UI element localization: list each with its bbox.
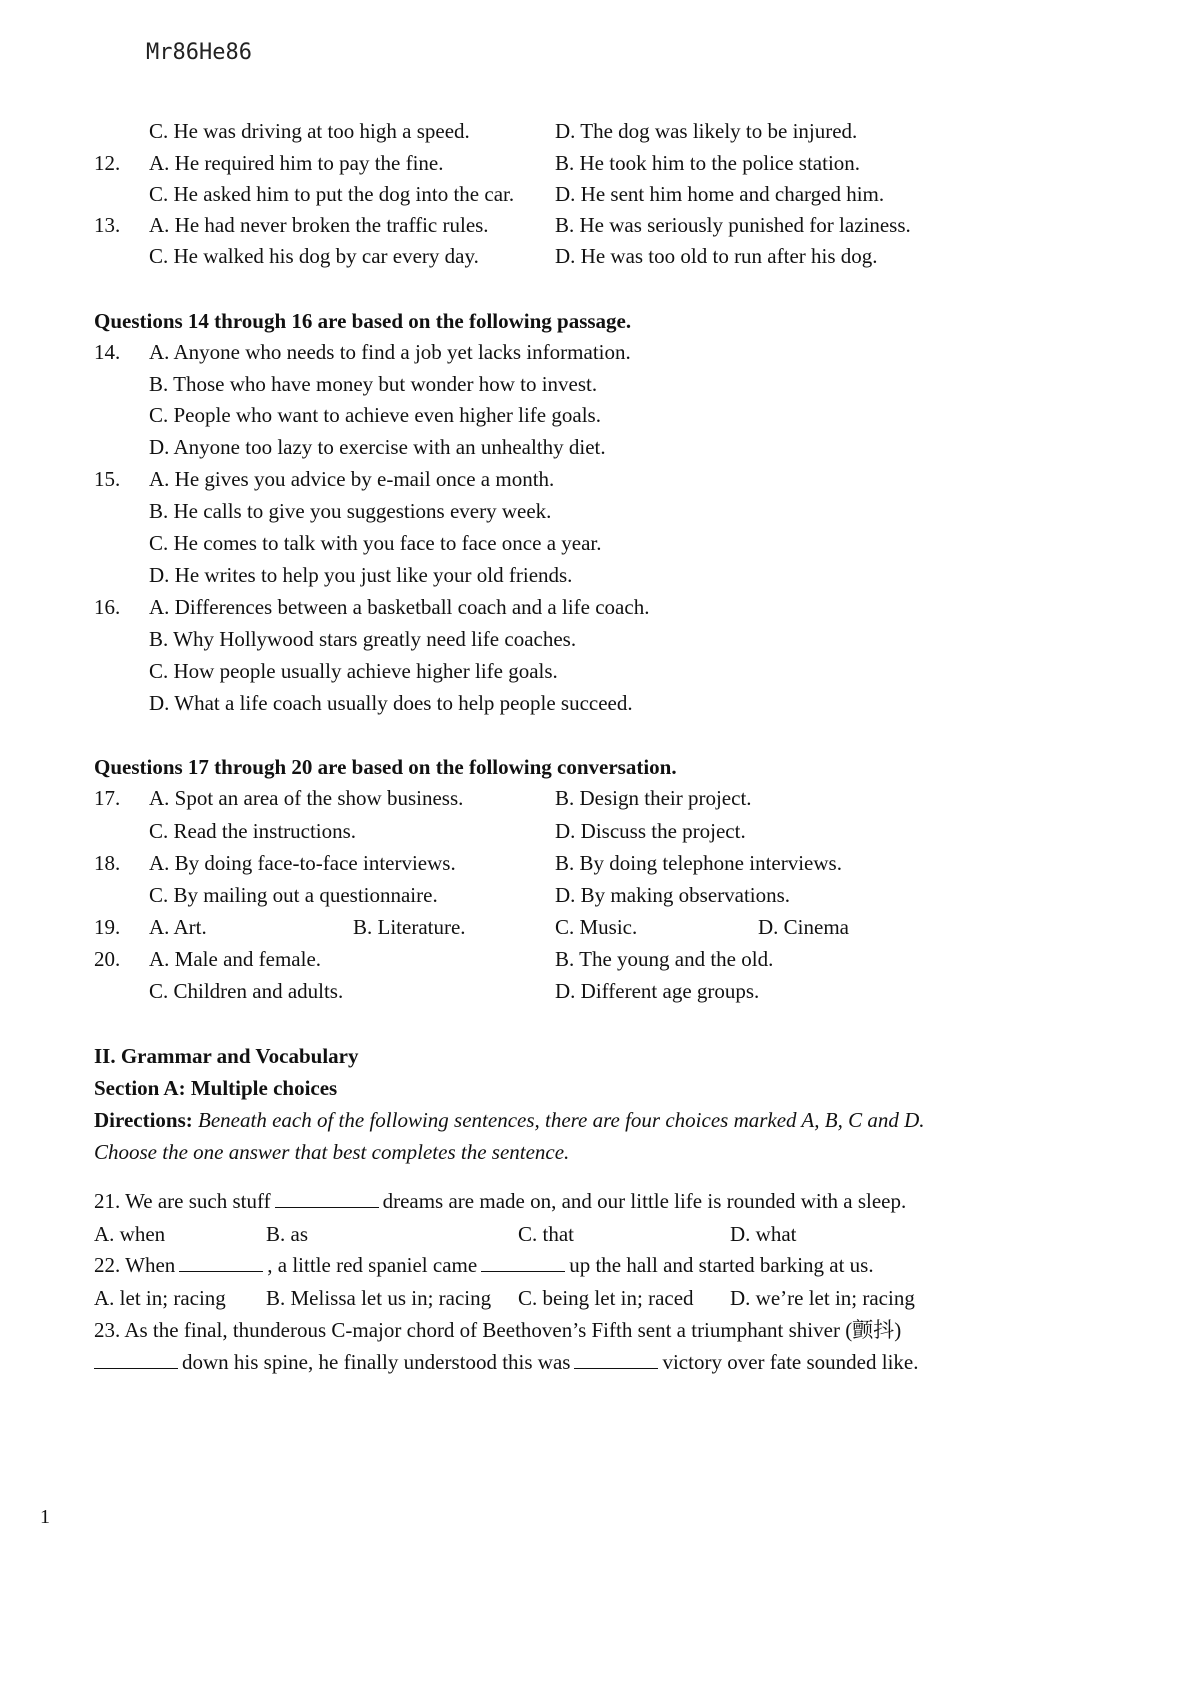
watermark: Mr86He86 xyxy=(146,40,252,65)
q14-number: 14. xyxy=(94,340,121,364)
q15-option-b: B. He calls to give you suggestions every week. xyxy=(149,499,552,523)
q21-option-a: A. when xyxy=(94,1222,166,1246)
q18-option-b: B. By doing telephone interviews. xyxy=(555,851,842,875)
q22-text-2: , a little red spaniel came xyxy=(267,1253,478,1277)
q15-option-d: D. He writes to help you just like your old friends. xyxy=(149,563,573,587)
q20-option-a: A. Male and female. xyxy=(149,947,322,971)
directions-line-1 xyxy=(94,1106,925,1134)
q21-blank xyxy=(275,1206,379,1208)
q13-number: 13. xyxy=(94,213,121,237)
q16-option-a: A. Differences between a basketball coach and a life coach. xyxy=(149,595,650,619)
q12-option-c: C. He asked him to put the dog into the car. xyxy=(149,182,515,206)
q19-option-c: C. Music. xyxy=(555,915,638,939)
q17-number: 17. xyxy=(94,786,121,810)
q23-text-3: victory over fate sounded like. xyxy=(662,1350,919,1374)
q21-text-2: dreams are made on, and our little life is rounded with a sleep. xyxy=(382,1189,907,1213)
q21-text-1: 21. We are such stuff xyxy=(94,1189,271,1213)
q21-option-c: C. that xyxy=(518,1222,574,1246)
q12-option-d: D. He sent him home and charged him. xyxy=(555,182,885,206)
q11-option-d: D. The dog was likely to be injured. xyxy=(555,119,858,143)
q11-option-c: C. He was driving at too high a speed. xyxy=(149,119,470,143)
q17-option-d: D. Discuss the project. xyxy=(555,819,746,843)
q14-option-a: A. Anyone who needs to find a job yet lacks information. xyxy=(149,340,631,364)
q19-number: 19. xyxy=(94,915,121,939)
section-title: II. Grammar and Vocabulary xyxy=(94,1044,359,1068)
q14-option-c: C. People who want to achieve even higher life goals. xyxy=(149,403,601,427)
q15-option-a: A. He gives you advice by e-mail once a month. xyxy=(149,467,555,491)
q23-blank-1 xyxy=(94,1367,178,1369)
section-a-title: Section A: Multiple choices xyxy=(94,1076,338,1100)
q12-number: 12. xyxy=(94,151,121,175)
q17-option-c: C. Read the instructions. xyxy=(149,819,357,843)
q16-option-c: C. How people usually achieve higher life goals. xyxy=(149,659,558,683)
directions-label: Directions: xyxy=(94,1108,193,1132)
q19-option-a: A. Art. xyxy=(149,915,207,939)
q20-number: 20. xyxy=(94,947,121,971)
q20-option-c: C. Children and adults. xyxy=(149,979,344,1003)
q13-option-a: A. He had never broken the traffic rules. xyxy=(149,213,489,237)
q23-stem-line-1: 23. As the final, thunderous C-major chord of Beethoven’s Fifth sent a triumphant shiver (颤抖) xyxy=(94,1318,902,1342)
q16-option-b: B. Why Hollywood stars greatly need life coaches. xyxy=(149,627,577,651)
q21-option-d: D. what xyxy=(730,1222,797,1246)
q20-option-d: D. Different age groups. xyxy=(555,979,760,1003)
q13-option-b: B. He was seriously punished for laziness. xyxy=(555,213,911,237)
q21-stem xyxy=(94,1187,906,1215)
q14-option-d: D. Anyone too lazy to exercise with an unhealthy diet. xyxy=(149,435,606,459)
q22-blank-2 xyxy=(481,1270,565,1272)
q14-option-b: B. Those who have money but wonder how to invest. xyxy=(149,372,598,396)
q15-number: 15. xyxy=(94,467,121,491)
q22-option-a: A. let in; racing xyxy=(94,1286,226,1310)
q15-option-c: C. He comes to talk with you face to face once a year. xyxy=(149,531,602,555)
q13-option-d: D. He was too old to run after his dog. xyxy=(555,244,878,268)
q22-text-1: 22. When xyxy=(94,1253,176,1277)
q23-text-2: down his spine, he finally understood this was xyxy=(182,1350,571,1374)
q19-option-d: D. Cinema xyxy=(758,915,849,939)
q23-blank-2 xyxy=(574,1367,658,1369)
q22-stem xyxy=(94,1251,874,1279)
q16-number: 16. xyxy=(94,595,121,619)
q19-option-b: B. Literature. xyxy=(353,915,466,939)
q22-option-d: D. we’re let in; racing xyxy=(730,1286,915,1310)
q22-option-c: C. being let in; raced xyxy=(518,1286,694,1310)
q13-option-c: C. He walked his dog by car every day. xyxy=(149,244,479,268)
q12-option-b: B. He took him to the police station. xyxy=(555,151,861,175)
q21-option-b: B. as xyxy=(266,1222,308,1246)
page-number: 1 xyxy=(40,1506,50,1528)
q16-option-d: D. What a life coach usually does to help people succeed. xyxy=(149,691,633,715)
q20-option-b: B. The young and the old. xyxy=(555,947,774,971)
q12-option-a: A. He required him to pay the fine. xyxy=(149,151,444,175)
q22-blank-1 xyxy=(179,1270,263,1272)
passage-heading: Questions 14 through 16 are based on the following passage. xyxy=(94,309,632,333)
conversation-heading: Questions 17 through 20 are based on the following conversation. xyxy=(94,755,677,779)
q22-text-3: up the hall and started barking at us. xyxy=(569,1253,874,1277)
directions-text-1: Beneath each of the following sentences, there are four choices marked A, B, C and D. xyxy=(192,1108,925,1132)
q18-option-d: D. By making observations. xyxy=(555,883,791,907)
q18-number: 18. xyxy=(94,851,121,875)
directions-line-2: Choose the one answer that best completes the sentence. xyxy=(94,1140,570,1164)
q17-option-a: A. Spot an area of the show business. xyxy=(149,786,464,810)
q17-option-b: B. Design their project. xyxy=(555,786,752,810)
q22-option-b: B. Melissa let us in; racing xyxy=(266,1286,492,1310)
q23-stem-line-2 xyxy=(94,1348,918,1376)
q18-option-a: A. By doing face-to-face interviews. xyxy=(149,851,456,875)
q18-option-c: C. By mailing out a questionnaire. xyxy=(149,883,438,907)
